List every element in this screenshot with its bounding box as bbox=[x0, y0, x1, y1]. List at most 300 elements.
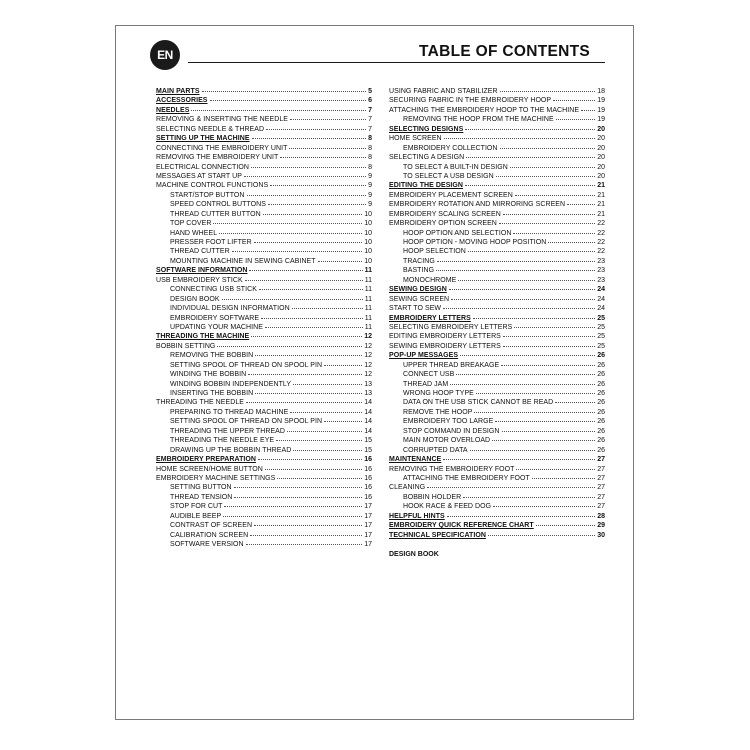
toc-entry-title: SEWING DESIGN bbox=[389, 286, 447, 294]
toc-entry-title: CALIBRATION SCREEN bbox=[170, 531, 249, 539]
dot-leader bbox=[496, 176, 595, 177]
toc-entry-title: SETTING SPOOL OF THREAD ON SPOOL PIN bbox=[170, 361, 323, 369]
toc-entry-page: 22 bbox=[597, 229, 605, 237]
toc-entry bbox=[389, 502, 605, 511]
dot-leader bbox=[500, 91, 596, 92]
toc-entry-page: 24 bbox=[597, 286, 605, 294]
toc-entry bbox=[389, 144, 605, 153]
toc-entry-title: HOME SCREEN/HOME BUTTON bbox=[156, 465, 263, 473]
toc-entry bbox=[156, 455, 372, 464]
dot-leader bbox=[263, 214, 362, 215]
toc-entry-title: START TO SEW bbox=[389, 305, 442, 313]
toc-entry-page: 11 bbox=[364, 267, 372, 275]
toc-entry-title: ELECTRICAL CONNECTION bbox=[156, 163, 249, 171]
toc-entry bbox=[389, 229, 605, 238]
dot-leader bbox=[510, 167, 595, 168]
toc-entry bbox=[156, 257, 372, 266]
toc-entry bbox=[156, 380, 372, 389]
toc-entry bbox=[156, 323, 372, 332]
toc-entry-title: DRAWING UP THE BOBBIN THREAD bbox=[170, 446, 292, 454]
toc-entry-title: WINDING BOBBIN INDEPENDENTLY bbox=[170, 380, 292, 388]
toc-entry-title: REMOVING THE EMBROIDERY FOOT bbox=[389, 465, 515, 473]
toc-entry bbox=[389, 125, 605, 134]
toc-entry bbox=[156, 389, 372, 398]
toc-entry-page: 23 bbox=[597, 257, 605, 265]
toc-entry bbox=[389, 314, 605, 323]
toc-entry-title: SELECTING DESIGNS bbox=[389, 125, 464, 133]
dot-leader bbox=[244, 176, 366, 177]
toc-entry bbox=[156, 304, 372, 313]
toc-entry-title: PREPARING TO THREAD MACHINE bbox=[170, 408, 289, 416]
toc-entry-page: 11 bbox=[364, 323, 372, 331]
dot-leader bbox=[318, 261, 363, 262]
toc-entry-title: HOOP OPTION - MOVING HOOP POSITION bbox=[403, 239, 547, 246]
toc-entry-title: EMBROIDERY MACHINE SETTINGS bbox=[156, 474, 276, 482]
toc-entry-title: THREAD CUTTER bbox=[170, 248, 230, 256]
dot-leader bbox=[503, 336, 595, 337]
toc-entry-title: DESIGN BOOK bbox=[170, 295, 220, 303]
toc-entry bbox=[389, 370, 605, 379]
toc-entry-page: 17 bbox=[364, 522, 372, 530]
toc-entry-title: THREADING THE NEEDLE bbox=[156, 399, 244, 407]
toc-entry-page: 12 bbox=[364, 342, 372, 350]
toc-entry-title: EMBROIDERY LETTERS bbox=[389, 314, 471, 322]
toc-entry-page: 11 bbox=[364, 286, 372, 294]
dot-leader bbox=[202, 91, 367, 92]
toc-entry-title: MACHINE CONTROL FUNCTIONS bbox=[156, 182, 269, 190]
toc-entry bbox=[389, 257, 605, 266]
toc-entry bbox=[156, 398, 372, 407]
dot-leader bbox=[514, 327, 595, 328]
toc-entry bbox=[389, 153, 605, 162]
dot-leader bbox=[210, 100, 367, 101]
toc-entry-page: 22 bbox=[597, 239, 605, 246]
toc-entry-page: 17 bbox=[364, 541, 372, 548]
dot-leader bbox=[466, 157, 595, 158]
toc-entry-title: EDITING THE DESIGN bbox=[389, 182, 464, 190]
dot-leader bbox=[252, 138, 367, 139]
toc-entry bbox=[156, 285, 372, 294]
toc-entry-page: 13 bbox=[364, 390, 372, 397]
design-book-heading: DESIGN BOOK bbox=[389, 551, 439, 558]
toc-entry bbox=[156, 266, 372, 275]
toc-entry bbox=[156, 125, 372, 134]
dot-leader bbox=[492, 440, 595, 441]
toc-entry-page: 15 bbox=[364, 446, 372, 454]
toc-entry-page: 5 bbox=[368, 88, 372, 95]
toc-entry-title: INSERTING THE BOBBIN bbox=[170, 390, 254, 397]
toc-entry-title: HOME SCREEN bbox=[389, 135, 442, 143]
toc-entry-title: DATA ON THE USB STICK CANNOT BE READ bbox=[403, 399, 554, 407]
toc-entry bbox=[156, 229, 372, 238]
toc-entry-title: CONTRAST OF SCREEN bbox=[170, 522, 253, 530]
toc-entry-title: WRONG HOOP TYPE bbox=[403, 390, 474, 397]
dot-leader bbox=[191, 110, 366, 111]
dot-leader bbox=[265, 469, 362, 470]
toc-entry bbox=[389, 106, 605, 115]
toc-entry-page: 28 bbox=[597, 512, 605, 520]
dot-leader bbox=[500, 148, 596, 149]
dot-leader bbox=[499, 223, 595, 224]
dot-leader bbox=[476, 393, 595, 394]
toc-entry-page: 26 bbox=[597, 361, 605, 369]
toc-entry-title: TO SELECT A BUILT-IN DESIGN bbox=[403, 163, 508, 171]
toc-entry-title: AUDIBLE BEEP bbox=[170, 512, 222, 520]
toc-entry-page: 10 bbox=[364, 257, 372, 265]
dot-leader bbox=[224, 506, 362, 507]
toc-entry bbox=[156, 342, 372, 351]
toc-entry bbox=[389, 351, 605, 360]
dot-leader bbox=[463, 497, 595, 498]
dot-leader bbox=[250, 535, 362, 536]
dot-leader bbox=[536, 525, 595, 526]
toc-entry-page: 18 bbox=[597, 88, 605, 95]
toc-entry bbox=[389, 191, 605, 200]
toc-entry-page: 17 bbox=[364, 531, 372, 539]
toc-entry-page: 16 bbox=[364, 456, 372, 464]
toc-entry-page: 27 bbox=[597, 465, 605, 473]
toc-entry-page: 20 bbox=[597, 154, 605, 162]
toc-entry bbox=[156, 191, 372, 200]
toc-entry-title: TO SELECT A USB DESIGN bbox=[403, 172, 494, 180]
toc-entry bbox=[389, 238, 605, 247]
toc-entry-title: EMBROIDERY QUICK REFERENCE CHART bbox=[389, 522, 534, 530]
toc-entry bbox=[389, 483, 605, 492]
dot-leader bbox=[248, 374, 362, 375]
toc-entry-page: 19 bbox=[597, 106, 605, 114]
toc-entry bbox=[156, 540, 372, 549]
toc-entry-page: 26 bbox=[597, 427, 605, 435]
dot-leader bbox=[503, 214, 595, 215]
toc-entry bbox=[389, 163, 605, 172]
toc-entry bbox=[389, 181, 605, 190]
toc-entry bbox=[389, 521, 605, 530]
dot-leader bbox=[513, 233, 595, 234]
dot-leader bbox=[251, 336, 362, 337]
dot-leader bbox=[473, 318, 595, 319]
toc-entry-title: EDITING EMBROIDERY LETTERS bbox=[389, 333, 501, 341]
toc-entry-title: UPDATING YOUR MACHINE bbox=[170, 323, 263, 331]
toc-entry-title: EMBROIDERY PREPARATION bbox=[156, 456, 257, 464]
toc-entry-title: STOP FOR CUT bbox=[170, 503, 223, 511]
toc-entry bbox=[389, 87, 605, 96]
toc-entry-title: CONNECT USB bbox=[403, 371, 455, 379]
toc-entry-page: 8 bbox=[368, 154, 372, 162]
dot-leader bbox=[495, 421, 595, 422]
dot-leader bbox=[468, 251, 595, 252]
toc-entry bbox=[389, 446, 605, 455]
toc-entry-title: BOBBIN HOLDER bbox=[403, 493, 462, 501]
dot-leader bbox=[443, 459, 595, 460]
toc-entry-title: ATTACHING THE EMBROIDERY HOOP TO THE MACHINE bbox=[389, 106, 580, 114]
toc-entry-page: 30 bbox=[597, 531, 605, 539]
dot-leader bbox=[287, 431, 362, 432]
toc-entry-page: 8 bbox=[368, 144, 372, 152]
toc-entry-title: INDIVIDUAL DESIGN INFORMATION bbox=[170, 305, 290, 313]
toc-entry-page: 16 bbox=[364, 465, 372, 473]
dot-leader bbox=[451, 299, 595, 300]
toc-entry bbox=[156, 219, 372, 228]
dot-leader bbox=[474, 412, 595, 413]
dot-leader bbox=[223, 516, 362, 517]
toc-entry-page: 8 bbox=[368, 135, 372, 143]
toc-entry bbox=[389, 200, 605, 209]
dot-leader bbox=[290, 412, 362, 413]
toc-entry bbox=[156, 370, 372, 379]
dot-leader bbox=[246, 402, 362, 403]
dot-leader bbox=[270, 185, 366, 186]
dot-leader bbox=[458, 280, 595, 281]
dot-leader bbox=[503, 346, 595, 347]
dot-leader bbox=[234, 487, 363, 488]
toc-entry-page: 27 bbox=[597, 456, 605, 464]
toc-entry bbox=[156, 351, 372, 360]
toc-entry-page: 7 bbox=[368, 125, 372, 133]
toc-entry bbox=[156, 502, 372, 511]
toc-entry-title: STOP COMMAND IN DESIGN bbox=[403, 427, 500, 435]
toc-entry bbox=[389, 455, 605, 464]
toc-entry bbox=[389, 465, 605, 474]
dot-leader bbox=[556, 119, 596, 120]
toc-entry bbox=[156, 483, 372, 492]
toc-entry-page: 21 bbox=[597, 201, 605, 209]
toc-entry-title: SELECTING NEEDLE & THREAD bbox=[156, 125, 265, 133]
toc-entry-page: 7 bbox=[368, 116, 372, 124]
toc-entry-page: 25 bbox=[597, 333, 605, 341]
toc-entry bbox=[156, 295, 372, 304]
toc-entry-title: BOBBIN SETTING bbox=[156, 342, 216, 350]
toc-entry bbox=[156, 144, 372, 153]
dot-leader bbox=[280, 157, 366, 158]
toc-entry-page: 29 bbox=[597, 522, 605, 530]
toc-entry-title: REMOVING THE EMBROIDERY UNIT bbox=[156, 154, 279, 162]
dot-leader bbox=[247, 195, 367, 196]
dot-leader bbox=[324, 421, 362, 422]
toc-entry-title: REMOVING THE BOBBIN bbox=[170, 352, 254, 360]
toc-entry bbox=[156, 408, 372, 417]
toc-entry-page: 11 bbox=[364, 314, 372, 322]
toc-entry-title: THREADING THE UPPER THREAD bbox=[170, 427, 286, 435]
dot-leader bbox=[232, 251, 362, 252]
toc-entry bbox=[156, 361, 372, 370]
toc-entry-title: BASTING bbox=[403, 267, 435, 275]
dot-leader bbox=[261, 318, 363, 319]
toc-entry-page: 20 bbox=[597, 135, 605, 143]
toc-entry-page: 17 bbox=[364, 503, 372, 511]
toc-entry-page: 20 bbox=[597, 144, 605, 152]
toc-entry-title: SECURING FABRIC IN THE EMBROIDERY HOOP bbox=[389, 97, 552, 105]
toc-entry-title: REMOVE THE HOOP bbox=[403, 408, 473, 416]
toc-entry bbox=[156, 427, 372, 436]
dot-leader bbox=[444, 138, 596, 139]
toc-entry bbox=[389, 285, 605, 294]
toc-entry bbox=[156, 238, 372, 247]
dot-leader bbox=[293, 384, 362, 385]
dot-leader bbox=[532, 478, 595, 479]
toc-entry-title: MOUNTING MACHINE IN SEWING CABINET bbox=[170, 257, 316, 265]
toc-entry bbox=[156, 276, 372, 285]
toc-entry bbox=[389, 134, 605, 143]
toc-entry-title: CLEANING bbox=[389, 484, 426, 492]
toc-entry-page: 15 bbox=[364, 437, 372, 445]
toc-entry-title: MESSAGES AT START UP bbox=[156, 172, 242, 180]
dot-leader bbox=[470, 450, 596, 451]
toc-entry-title: EMBROIDERY SOFTWARE bbox=[170, 314, 260, 322]
dot-leader bbox=[465, 129, 595, 130]
toc-entry bbox=[389, 210, 605, 219]
dot-leader bbox=[277, 478, 362, 479]
title-divider bbox=[188, 62, 605, 63]
dot-leader bbox=[493, 506, 595, 507]
toc-entry-page: 14 bbox=[364, 399, 372, 407]
toc-entry-page: 12 bbox=[364, 371, 372, 379]
toc-entry bbox=[156, 332, 372, 341]
toc-entry-page: 16 bbox=[364, 493, 372, 501]
toc-entry-page: 26 bbox=[597, 380, 605, 388]
toc-entry-page: 26 bbox=[597, 418, 605, 426]
toc-entry-page: 11 bbox=[364, 295, 372, 303]
dot-leader bbox=[254, 525, 362, 526]
toc-entry bbox=[389, 219, 605, 228]
dot-leader bbox=[222, 299, 363, 300]
toc-left-column bbox=[156, 87, 372, 549]
toc-entry-page: 27 bbox=[597, 484, 605, 492]
toc-entry-page: 14 bbox=[364, 427, 372, 435]
toc-entry-page: 12 bbox=[364, 352, 372, 360]
toc-entry bbox=[156, 200, 372, 209]
dot-leader bbox=[465, 185, 595, 186]
dot-leader bbox=[460, 355, 595, 356]
toc-entry-page: 23 bbox=[597, 276, 605, 284]
toc-entry bbox=[156, 247, 372, 256]
toc-entry-title: SETTING SPOOL OF THREAD ON SPOOL PIN bbox=[170, 418, 323, 426]
toc-entry bbox=[156, 417, 372, 426]
toc-entry-title: THREADING THE MACHINE bbox=[156, 333, 250, 341]
dot-leader bbox=[249, 270, 362, 271]
dot-leader bbox=[548, 242, 595, 243]
toc-entry bbox=[389, 323, 605, 332]
toc-entry-page: 12 bbox=[364, 361, 372, 369]
toc-entry bbox=[156, 134, 372, 143]
toc-entry-page: 19 bbox=[597, 116, 605, 124]
toc-entry-page: 17 bbox=[364, 512, 372, 520]
toc-entry-page: 9 bbox=[368, 182, 372, 190]
toc-entry-title: SEWING SCREEN bbox=[389, 295, 450, 303]
toc-entry bbox=[156, 493, 372, 502]
dot-leader bbox=[293, 450, 362, 451]
toc-entry-page: 25 bbox=[597, 314, 605, 322]
toc-entry bbox=[389, 276, 605, 285]
dot-leader bbox=[450, 384, 595, 385]
toc-entry-page: 10 bbox=[364, 229, 372, 237]
toc-entry-title: USING FABRIC AND STABILIZER bbox=[389, 88, 498, 95]
dot-leader bbox=[266, 129, 366, 130]
toc-entry bbox=[389, 342, 605, 351]
toc-entry-page: 13 bbox=[364, 380, 372, 388]
dot-leader bbox=[581, 110, 595, 111]
toc-entry-title: MAINTENANCE bbox=[389, 456, 442, 464]
toc-entry-page: 25 bbox=[597, 342, 605, 350]
toc-entry-page: 16 bbox=[364, 474, 372, 482]
toc-entry bbox=[389, 398, 605, 407]
dot-leader bbox=[292, 308, 363, 309]
toc-entry-title: START/STOP BUTTON bbox=[170, 191, 245, 199]
toc-entry-page: 9 bbox=[368, 191, 372, 199]
dot-leader bbox=[324, 365, 362, 366]
toc-entry-title: SOFTWARE VERSION bbox=[170, 541, 244, 548]
toc-entry-page: 7 bbox=[368, 106, 372, 114]
toc-entry bbox=[389, 436, 605, 445]
toc-entry-title: SETTING BUTTON bbox=[170, 484, 232, 492]
toc-entry-title: SOFTWARE INFORMATION bbox=[156, 267, 248, 275]
toc-entry-title: EMBROIDERY TOO LARGE bbox=[403, 418, 494, 426]
toc-entry bbox=[156, 474, 372, 483]
toc-entry-page: 6 bbox=[368, 97, 372, 105]
toc-entry bbox=[156, 163, 372, 172]
toc-entry-page: 26 bbox=[597, 390, 605, 397]
toc-entry bbox=[389, 380, 605, 389]
toc-entry-title: ATTACHING THE EMBROIDERY FOOT bbox=[403, 474, 530, 482]
toc-entry-title: WINDING THE BOBBIN bbox=[170, 371, 247, 379]
toc-entry bbox=[389, 427, 605, 436]
toc-entry-page: 21 bbox=[597, 191, 605, 199]
toc-entry-title: HELPFUL HINTS bbox=[389, 512, 445, 520]
toc-entry-page: 27 bbox=[597, 503, 605, 511]
toc-entry-page: 26 bbox=[597, 446, 605, 454]
toc-entry-title: HOOP OPTION AND SELECTION bbox=[403, 229, 512, 237]
toc-entry-title: CONNECTING USB STICK bbox=[170, 286, 257, 294]
dot-leader bbox=[265, 327, 363, 328]
toc-entry-title: NEEDLES bbox=[156, 106, 190, 114]
toc-entry-title: USB EMBROIDERY STICK bbox=[156, 276, 243, 284]
toc-entry-title: HOOK RACE & FEED DOG bbox=[403, 503, 492, 511]
toc-entry bbox=[156, 172, 372, 181]
language-badge: EN bbox=[150, 40, 180, 70]
toc-entry-page: 23 bbox=[597, 267, 605, 275]
dot-leader bbox=[258, 459, 362, 460]
toc-entry bbox=[156, 521, 372, 530]
dot-leader bbox=[254, 242, 362, 243]
toc-entry bbox=[156, 96, 372, 105]
toc-entry-title: REMOVING THE HOOP FROM THE MACHINE bbox=[403, 116, 554, 124]
toc-entry-title: EMBROIDERY SCALING SCREEN bbox=[389, 210, 501, 218]
toc-entry-page: 14 bbox=[364, 418, 372, 426]
toc-entry bbox=[156, 531, 372, 540]
toc-entry bbox=[389, 512, 605, 521]
toc-entry-page: 19 bbox=[597, 97, 605, 105]
toc-entry bbox=[389, 172, 605, 181]
dot-leader bbox=[501, 365, 595, 366]
toc-entry-page: 20 bbox=[597, 172, 605, 180]
dot-leader bbox=[289, 148, 366, 149]
dot-leader bbox=[516, 469, 595, 470]
toc-entry-page: 27 bbox=[597, 474, 605, 482]
toc-entry bbox=[389, 266, 605, 275]
toc-entry-page: 20 bbox=[597, 163, 605, 171]
dot-leader bbox=[502, 431, 596, 432]
dot-leader bbox=[436, 270, 595, 271]
toc-entry bbox=[389, 493, 605, 502]
toc-entry-page: 9 bbox=[368, 172, 372, 180]
toc-entry-page: 25 bbox=[597, 323, 605, 331]
dot-leader bbox=[456, 374, 595, 375]
toc-entry-title: TRACING bbox=[403, 257, 435, 265]
toc-entry-page: 26 bbox=[597, 371, 605, 379]
dot-leader bbox=[515, 195, 595, 196]
toc-entry-title: EMBROIDERY COLLECTION bbox=[403, 144, 498, 152]
toc-entry-title: SETTING UP THE MACHINE bbox=[156, 135, 250, 143]
toc-entry-title: CORRUPTED DATA bbox=[403, 446, 468, 454]
